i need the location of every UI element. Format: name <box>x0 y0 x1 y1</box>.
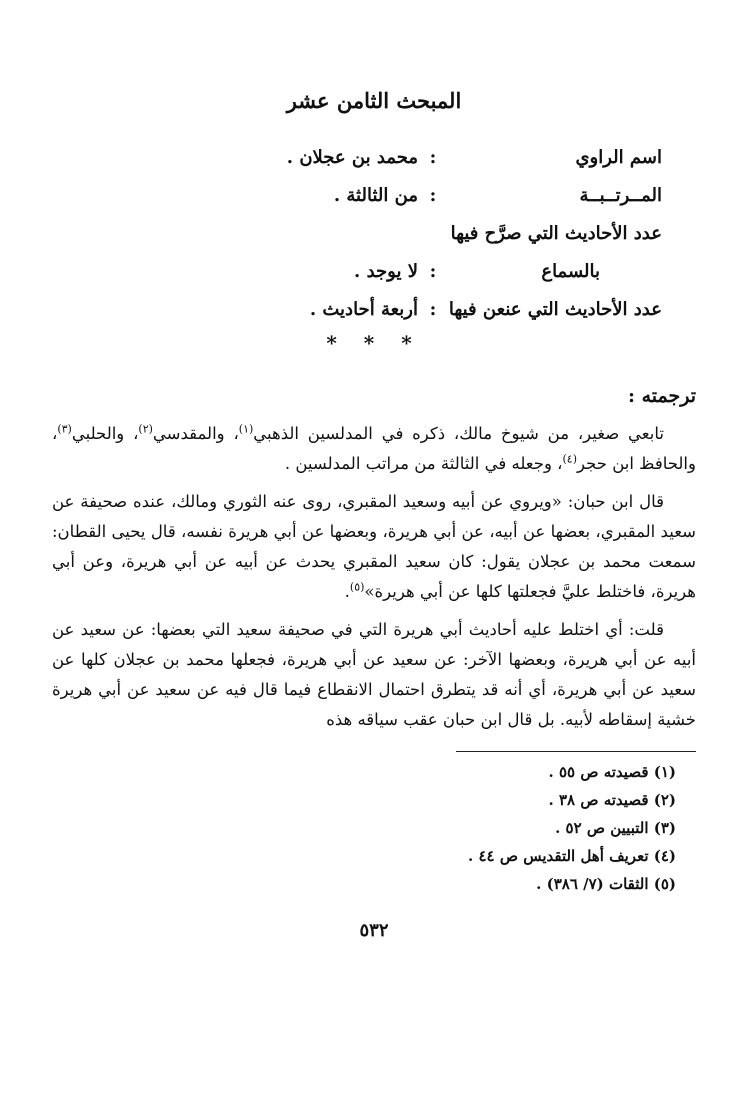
text-run: تابعي صغير، من شيوخ مالك، ذكره في المدلسين الذهبي <box>253 424 664 443</box>
footnote-item: (٢) قصيدته ص ٣٨ . <box>548 791 676 809</box>
info-row-anana-count <box>52 291 662 329</box>
paragraph-biography <box>52 419 696 479</box>
info-row-rank <box>52 177 662 215</box>
footnote-item: (١) قصيدته ص ٥٥ . <box>548 763 676 781</box>
text-run: ، والحافظ ابن حجر <box>52 424 696 473</box>
footnote-separator <box>456 751 696 752</box>
footnote-ref: (١) <box>238 422 254 436</box>
info-label: عدد الأحاديث التي عنعن فيها <box>448 299 662 320</box>
paragraph-commentary: قلت: أي اختلط عليه أحاديث أبي هريرة التي في صحيفة سعيد التي بعضها: عن سعيد عن أبيه عن أبي هريرة، وبعضها الآخر: عن سعيد عن أبي هريرة، فجعلها محمد بن عجلان كلها عن سعيد عن أبي هريرة، أي أنه قد يتطرق احتمال الانقطاع فيما قال فيه عن سعيد عن أبي هريرة خشية إسقاطه لأبيه. بل قال ابن حبان عقب سياقه هذه <box>52 620 696 729</box>
info-label: عدد الأحاديث التي صرَّح فيها <box>450 223 662 244</box>
info-colon: : <box>429 147 437 168</box>
biography-heading: ترجمته : <box>627 385 696 407</box>
info-row-narrator-name <box>52 139 662 177</box>
footnote-ref: (٤) <box>562 452 577 466</box>
paragraph-ibn-hibban-quote <box>52 487 696 607</box>
star-separator: * * * <box>326 331 422 355</box>
info-colon: : <box>429 185 437 206</box>
info-row-hearing <box>52 253 662 291</box>
narrator-info-block <box>52 139 662 329</box>
footnote-item: (٥) الثقات (٧/ ٣٨٦) . <box>536 875 676 893</box>
info-value: لا يوجد . <box>354 261 418 282</box>
info-label: اسم الراوي <box>575 147 662 168</box>
info-value: من الثالثة . <box>333 185 418 206</box>
info-value: أربعة أحاديث . <box>309 299 418 320</box>
footnote-ref: (٢) <box>138 422 153 436</box>
section-title: المبحث الثامن عشر <box>286 88 462 113</box>
book-page <box>52 78 696 1100</box>
text-run: قال ابن حبان: «ويروي عن أبيه وسعيد المقبري، روى عنه الثوري ومالك، عنده صحيفة عن سعيد المقبري، بعضها عن أبيه، عن أبي هريرة، وبعضها عن أبي هريرة نفسه، قال يحيى القطان: سمعت محمد بن عجلان يقول: كان سعيد المقبري يحدث عن أبيه عن أبي هريرة، وعن أبي هريرة، فاختلط عليَّ فجعلتها كلها عن أبي هريرة» <box>52 492 696 601</box>
text-run: ، والمقدسي <box>152 424 239 443</box>
info-label: المــرتــبــة <box>579 185 662 206</box>
info-colon: : <box>429 299 437 320</box>
text-run: . <box>344 582 350 601</box>
page-number: ٥٣٢ <box>359 920 389 941</box>
info-row-explicit-hearing-count <box>52 215 662 253</box>
info-label: بالسماع <box>541 261 600 282</box>
footnote-item: (٣) التبيين ص ٥٢ . <box>555 819 676 837</box>
footnotes <box>52 758 696 898</box>
text-run: ، والحلبي <box>71 424 139 443</box>
footnote-item: (٤) تعريف أهل التقديس ص ٤٤ . <box>468 847 676 865</box>
info-colon: : <box>429 261 437 282</box>
footnote-ref: (٣) <box>57 422 72 436</box>
info-value: محمد بن عجلان . <box>286 147 418 168</box>
text-run: ، وجعله في الثالثة من مراتب المدلسين . <box>284 454 563 473</box>
footnote-ref: (٥) <box>349 580 365 594</box>
